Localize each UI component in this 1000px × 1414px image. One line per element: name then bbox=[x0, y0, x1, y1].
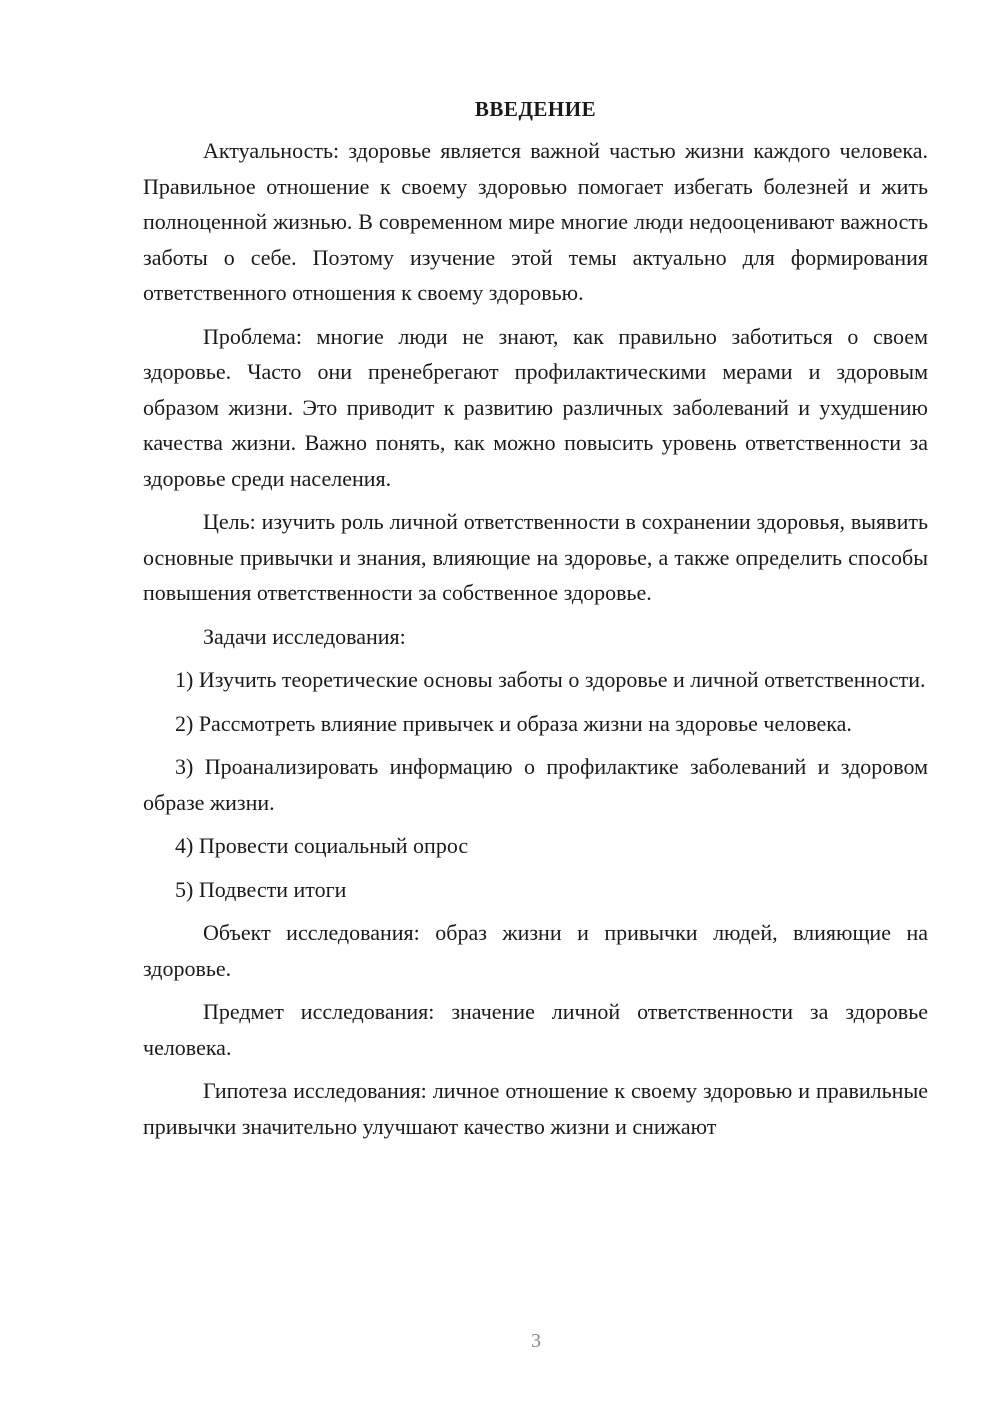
page-content bbox=[143, 92, 928, 1152]
subject-paragraph: Предмет исследования: значение личной ответственности за здоровье человека. bbox=[143, 999, 928, 1060]
task-item-3: 3) Проанализировать информацию о профилактике заболеваний и здоровом образе жизни. bbox=[143, 754, 928, 815]
relevance-paragraph: Актуальность: здоровье является важной частью жизни каждого человека. Правильное отношение к своему здоровью помогает избегать болезней и жить полноценной жизнью. В современном мире многие люди недооценивают важность заботы о себе. Поэтому изучение этой темы актуально для формирования ответственного отношения к своему здоровью. bbox=[143, 138, 928, 305]
page-number: 3 bbox=[531, 1330, 541, 1352]
task-item-4: 4) Провести социальный опрос bbox=[175, 833, 469, 858]
problem-paragraph: Проблема: многие люди не знают, как правильно заботиться о своем здоровье. Часто они пренебрегают профилактическими мерами и здоровым образом жизни. Это приводит к развитию различных заболеваний и ухудшению качества жизни. Важно понять, как можно повысить уровень ответственности за здоровье среди населения. bbox=[143, 323, 928, 491]
hypothesis-paragraph: Гипотеза исследования: личное отношение к своему здоровью и правильные привычки значительно улучшают качество жизни и снижают bbox=[143, 1078, 928, 1139]
section-title: ВВЕДЕНИЕ bbox=[474, 97, 597, 121]
task-item-5: 5) Подвести итоги bbox=[175, 876, 347, 902]
goal-paragraph: Цель: изучить роль личной ответственности в сохранении здоровья, выявить основные привычки и знания, влияющие на здоровье, а также определить способы повышения ответственности за собственное здоровье. bbox=[143, 509, 928, 605]
tasks-heading: Задачи исследования: bbox=[203, 623, 406, 649]
task-item-2: 2) Рассмотреть влияние привычек и образа жизни на здоровье человека. bbox=[175, 710, 852, 736]
object-paragraph: Объект исследования: образ жизни и привычки людей, влияющие на здоровье. bbox=[143, 920, 928, 981]
task-item-1: 1) Изучить теоретические основы заботы о здоровье и личной ответственности. bbox=[175, 667, 926, 692]
